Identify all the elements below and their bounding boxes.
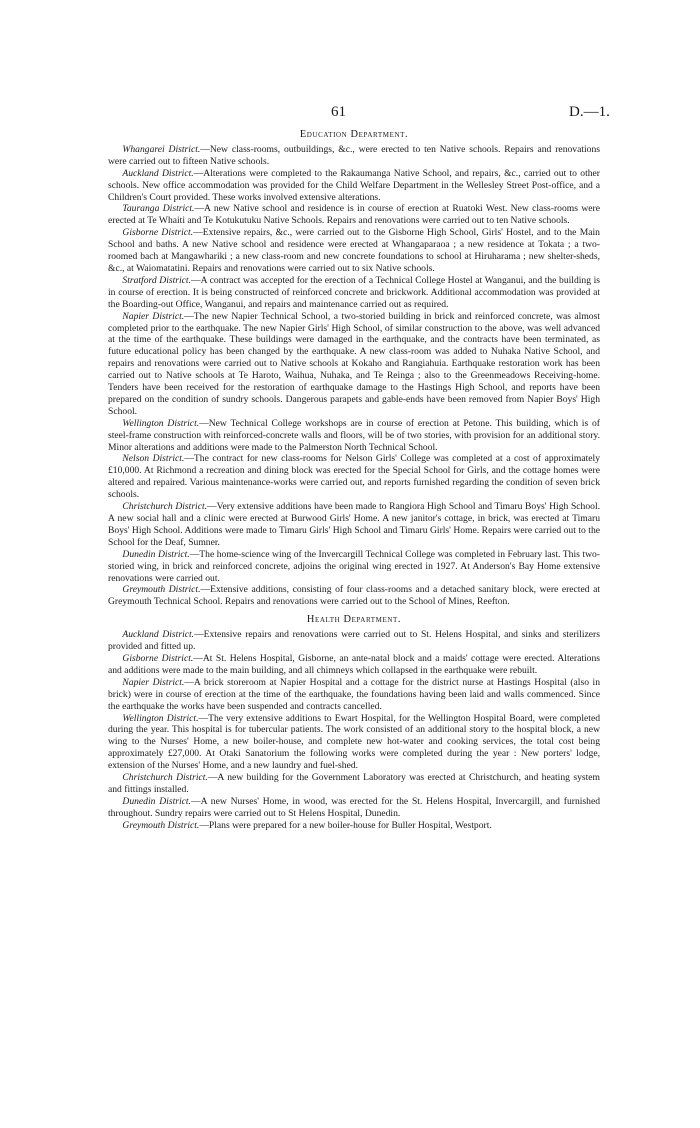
paragraph-text: —The contract for new class-rooms for Nelson Girls' College was completed at a cost of approximately £10,000. At Richmond a recreation and dining block was erected for the Special School for Girls, and the cottage homes were altered and repaired. Various maintenance-works were carried out, and reports furnished regarding the condition of seven brick schools. [108,453,600,501]
district-name: Gisborne District. [122,227,194,239]
section-heading-education: Education Department. [299,129,409,140]
paragraph-text: —A contract was accepted for the erection of a Technical College Hostel at Wanganui, and the building is in course of erection. It is being constructed of reinforced concrete and brickwork. Additional accommodation was provided at the Boarding-out Office, Wanganui, and repairs and maintenance carried out as required. [108,274,600,310]
paragraph-christchurch [108,501,600,549]
paragraph-greymouth [108,584,600,608]
paragraph-text: —A new Nurses' Home, in wood, was erected for the St. Helens Hospital, Invercargill, and furnished throughout. Sundry repairs were carried out to St Helens Hospital, Dunedin. [108,795,601,819]
paragraph-greymouth [108,820,600,832]
paragraph-text: —Plans were prepared for a new boiler-house for Buller Hospital, Westport. [199,819,492,831]
paragraph-wellington [108,713,600,773]
paragraph-text: —At St. Helens Hospital, Gisborne, an ante-natal block and a maids' cottage were erected. Alterations and additions were made to the main building, and all chimneys which collapsed in the earthquake were rebuilt. [108,652,600,676]
paragraph-text: —Alterations were completed to the Rakaumanga Native School, and repairs, &c., carried out to other schools. New office accommodation was provided for the Child Welfare Department in the Wellesley Street Post-office, and a Children's Court provided. These works involved extensive alterations. [108,167,600,203]
section-education [108,144,600,608]
district-name: Tauranga District. [122,203,195,215]
page-body [108,129,600,832]
paragraph-napier [108,311,600,418]
paragraph-text: —Extensive additions, consisting of four class-rooms and a detached sanitary block, were erected at Greymouth Technical School. Repairs and renovations were carried out to the School of Mines, Reefton. [108,584,600,608]
district-name: Whangarei District. [122,143,201,155]
district-name: Greymouth District. [122,584,201,596]
paragraph-gisborne [108,653,600,677]
paragraph-text: —The home-science wing of the Invercargill Technical College was completed in February last. This two-storied wing, in brick and reinforced concrete, adjoins the original wing erected in 1927. At Anderson's Bay Home extensive renovations were carried out. [108,548,600,584]
district-name: Gisborne District. [122,652,194,664]
page-header [0,104,700,124]
paragraph-auckland [108,168,600,204]
paragraph-text: —Extensive repairs, &c., were carried out to the Gisborne High School, Girls' Hostel, and to the Main School and baths. A new Native school and residence were erected at Whangaparaoa ; a new residence at Tokata ; a two-roomed bach at Mangawhariki ; a new class-room and new concrete foundations to school at Hiruharama ; new shelter-sheds, &c., at Waiomatatini. Repairs and renovations were carried out to six Native schools. [108,227,600,274]
paragraph-whangarei [108,144,600,168]
document-reference: D.—1. [569,104,610,120]
district-name: Nelson District. [122,453,185,465]
paragraph-text: —New class-rooms, outbuildings, &c., were erected to ten Native schools. Repairs and renovations were carried out to fifteen Native schools. [108,143,600,167]
paragraph-napier [108,677,600,713]
district-name: Napier District. [122,310,185,322]
paragraph-text: —The very extensive additions to Ewart Hospital, for the Wellington Hospital Board, were completed during the year. This hospital is for tubercular patients. The work consisted of an additional story to the hospital block, a new wing to the Nurses' Home, a new boiler-house, and complete new hot-water and cooking services, the total cost being approximately £27,000. At Otaki Sanatorium the following works were completed during the year : New porters' lodge, extension of the Nurses' Home, and a new laundry and fuel-shed. [108,712,600,772]
paragraph-gisborne [108,227,600,275]
paragraph-auckland [108,629,600,653]
district-name: Napier District. [122,676,185,688]
paragraph-text: —A new building for the Government Laboratory was erected at Christchurch, and heating system and fittings installed. [108,772,600,795]
paragraph-dunedin [108,796,600,820]
district-name: Christchurch District. [122,501,208,513]
paragraph-text: —Extensive repairs and renovations were carried out to St. Helens Hospital, and sinks and sterilizers provided and fitted up. [108,629,600,653]
district-name: Dunedin District. [122,795,191,807]
paragraph-stratford [108,275,600,311]
district-name: Greymouth District. [122,819,200,831]
district-name: Wellington District. [122,712,199,724]
paragraph-text: —New Technical College workshops are in course of erection at Petone. This building, which is of steel-frame construction with reinforced-concrete walls and floors, will be of two stories, with provision for an additional story. Minor alterations and additions were made to the Palmerston North Technical School. [108,417,600,453]
paragraph-text: —A brick storeroom at Napier Hospital and a cottage for the district nurse at Hastings Hospital (also in brick) were in course of erection at the time of the earthquake, the foundations having been laid and walls commenced. Since the earthquake the works have been suspended and contracts cancelled. [108,676,600,712]
district-name: Auckland District. [122,629,195,641]
paragraph-christchurch [108,772,600,796]
paragraph-text: —The new Napier Technical School, a two-storied building in brick and reinforced concrete, was almost completed prior to the earthquake. The new Napier Girls' High School, of similar construction to the above, was well advanced at the time of the earthquake. These buildings were damaged in the earthquake, and the contracts have been terminated, as future educational policy has been changed by the earthquake. A new class-room was added to Nuhaka Native School, and repairs and renovations were carried out to Native schools at Kokaho and Rangiahuia. Earthquake restoration work has been carried out to Native schools at Te Haroto, Waihua, Nuhaka, and Te Reinga ; also to the Greenmeadows Receiving-home. Tenders have been received for the restoration of earthquake damage to the Hastings High School, and reports have been prepared on the condition of sundry schools. Dangerous parapets and gable-ends have been removed from Napier Boys' High School. [108,310,600,417]
section-heading-health: Health Department. [306,614,402,626]
section-health [108,629,600,831]
district-name: Auckland District. [122,167,194,179]
paragraph-dunedin [108,549,600,585]
district-name: Christchurch District. [122,772,208,784]
paragraph-wellington [108,418,600,454]
paragraph-nelson [108,453,600,501]
paragraph-text: —A new Native school and residence is in course of erection at Ruatoki West. New class-rooms were erected at Te Whaiti and Te Kotukutuku Native Schools. Repairs and renovations were carried out to ten Native schools. [108,203,600,227]
paragraph-tauranga [108,203,600,227]
district-name: Wellington District. [122,417,200,429]
district-name: Dunedin District. [122,548,190,560]
page-number: 61 [331,104,346,120]
paragraph-text: —Very extensive additions have been made to Rangiora High School and Timaru Boys' High School. A new social hall and a clinic were erected at Burwood Girls' Home. A new janitor's cottage, in brick, was erected at Timaru Boys' High School. Additions were made to Timaru Girls' High School and Timaru Girls' Home. Repairs were carried out to the School for the Deaf, Sumner. [108,501,601,548]
district-name: Stratford District. [122,274,191,286]
